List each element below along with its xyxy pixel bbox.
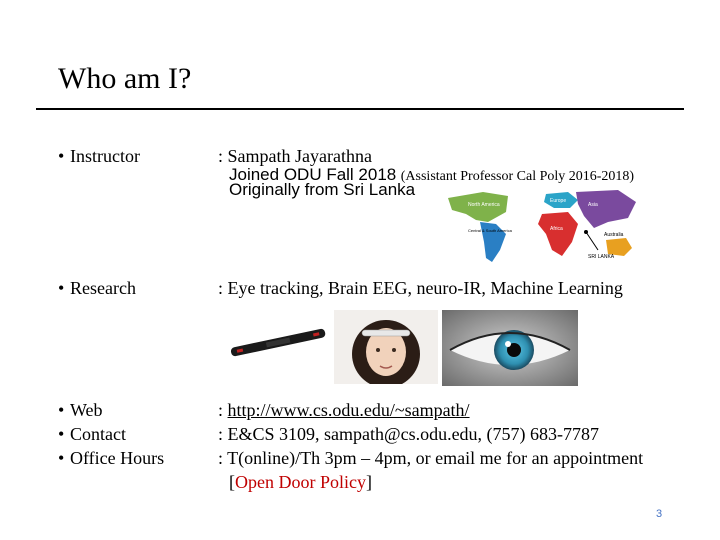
eye-tracker-image [226,322,330,362]
office-hours-label: Office Hours [70,448,165,468]
map-label: Africa [550,226,563,232]
web-prefix: : [218,400,228,420]
research-label: Research [70,278,136,298]
asia-shape [576,190,636,228]
eye-closeup-image [442,310,578,386]
instructor-name: : Sampath Jayarathna [218,146,372,166]
policy-bracket-open: [ [229,472,235,492]
map-label: North America [468,202,500,208]
bullet-dot-icon: • [58,448,65,468]
page-number: 3 [656,508,663,520]
bullet-dot-icon: • [58,146,65,166]
web-label: Web [70,400,103,420]
homepage-link[interactable]: http://www.cs.odu.edu/~sampath/ [227,400,470,420]
joined-text: Joined ODU Fall 2018 [229,165,397,184]
map-label: Central & South America [468,228,512,233]
joined-note: (Assistant Professor Cal Poly 2016-2018) [400,169,635,184]
web-bullet [58,400,103,420]
instructor-bullet [58,146,140,166]
web-line [218,400,470,420]
bullet-dot-icon: • [58,400,65,420]
bullet-dot-icon: • [58,278,65,298]
research-bullet [58,278,136,298]
map-label: Europe [550,198,567,204]
africa-shape [538,212,578,256]
open-door-policy: Open Door Policy [235,472,366,492]
contact-text: : E&CS 3109, sampath@cs.odu.edu, (757) 683-7787 [218,424,600,444]
eeg-headband-image [334,310,438,384]
contact-bullet [58,424,126,444]
office-hours-bullet [58,448,164,468]
world-map-image [438,184,638,266]
map-label: SRI LANKA [588,254,615,260]
instructor-origin: Originally from Sri Lanka [229,180,416,199]
contact-label: Contact [70,424,126,444]
instructor-label: Instructor [70,146,140,166]
policy-bracket-close: ] [365,472,372,492]
bullet-dot-icon: • [58,424,65,444]
slide-title: Who am I? [58,62,192,95]
map-label: Asia [588,202,598,208]
research-text: : Eye tracking, Brain EEG, neuro-IR, Machine Learning [218,278,623,298]
office-hours-text: : T(online)/Th 3pm – 4pm, or email me for an appointment [218,448,644,468]
policy-line [229,472,372,492]
map-label: Australia [604,232,624,238]
title-divider [36,108,684,110]
